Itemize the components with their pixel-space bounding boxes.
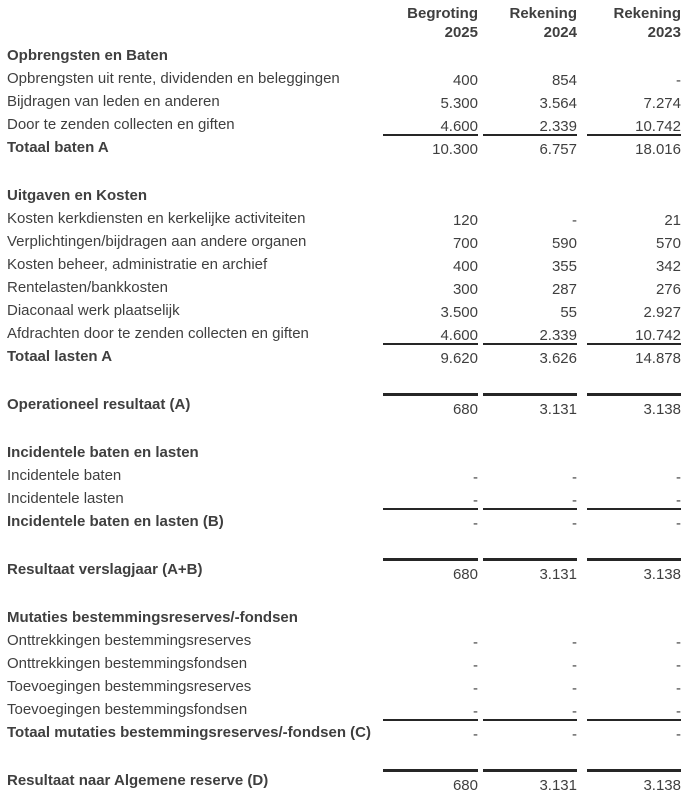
value-begroting-2025: 4.600 bbox=[383, 113, 478, 136]
column-header-begroting: Begroting bbox=[407, 5, 478, 22]
row-toevoegingen-bestemmingsfondsen bbox=[0, 698, 681, 721]
value-rekening-2024: 3.131 bbox=[483, 769, 577, 792]
row-kosten-kerkdiensten bbox=[0, 207, 681, 230]
column-header-titles bbox=[0, 2, 681, 21]
row-label: Diaconaal werk plaatselijk bbox=[7, 302, 180, 319]
section-title: Incidentele baten en lasten bbox=[7, 444, 199, 461]
section-title: Mutaties bestemmingsreserves/-fondsen bbox=[7, 609, 298, 626]
value-rekening-2023: 3.138 bbox=[587, 393, 681, 416]
value-begroting-2025: - bbox=[473, 726, 478, 743]
column-year-2025: 2025 bbox=[444, 24, 478, 41]
row-door-te-zenden-collecten bbox=[0, 113, 681, 136]
header-spacer bbox=[0, 21, 383, 40]
row-toevoegingen-bestemmingsreserves bbox=[0, 675, 681, 698]
value-begroting-2025: - bbox=[473, 680, 478, 697]
value-rekening-2023: - bbox=[676, 634, 681, 651]
value-rekening-2024: 3.131 bbox=[483, 393, 577, 416]
value-rekening-2024: - bbox=[572, 726, 577, 743]
row-totaal-lasten-a bbox=[0, 345, 681, 368]
value-rekening-2023: 10.742 bbox=[587, 322, 681, 345]
row-label: Totaal mutaties bestemmingsreserves/-fondsen (C) bbox=[7, 724, 371, 741]
row-diaconaal-werk-plaatselijk bbox=[0, 299, 681, 322]
row-label: Resultaat naar Algemene reserve (D) bbox=[7, 772, 269, 789]
value-rekening-2024: 3.564 bbox=[539, 95, 577, 112]
column-header-rekening-2023: Rekening bbox=[613, 5, 681, 22]
value-rekening-2023: - bbox=[676, 726, 681, 743]
row-label: Incidentele lasten bbox=[7, 490, 124, 507]
row-label: Onttrekkingen bestemmingsreserves bbox=[7, 632, 252, 649]
value-rekening-2024: 3.131 bbox=[483, 558, 577, 581]
value-rekening-2023: - bbox=[676, 657, 681, 674]
value-rekening-2024: - bbox=[572, 515, 577, 532]
value-begroting-2025: - bbox=[473, 634, 478, 651]
value-rekening-2024: - bbox=[483, 487, 577, 510]
value-rekening-2023: 14.878 bbox=[635, 350, 681, 367]
spacer bbox=[0, 533, 681, 558]
value-rekening-2024: - bbox=[572, 680, 577, 697]
value-begroting-2025: 120 bbox=[452, 212, 478, 229]
value-rekening-2024: - bbox=[483, 698, 577, 721]
value-rekening-2023: 18.016 bbox=[635, 141, 681, 158]
row-totaal-mutaties-c bbox=[0, 721, 681, 744]
section-header-uitgaven-en-kosten bbox=[0, 184, 681, 207]
value-rekening-2023: 3.138 bbox=[587, 769, 681, 792]
row-label: Toevoegingen bestemmingsreserves bbox=[7, 678, 252, 695]
value-begroting-2025: - bbox=[383, 487, 478, 510]
value-rekening-2023: - bbox=[587, 698, 681, 721]
row-verplichtingen-bijdragen bbox=[0, 230, 681, 253]
value-rekening-2023: 7.274 bbox=[643, 95, 681, 112]
column-year-2024: 2024 bbox=[543, 24, 577, 41]
column-year-2023: 2023 bbox=[647, 24, 681, 41]
section-header-mutaties-bestemmingsreserves bbox=[0, 606, 681, 629]
value-rekening-2023: - bbox=[676, 72, 681, 89]
row-label: Kosten beheer, administratie en archief bbox=[7, 256, 268, 273]
row-label: Onttrekkingen bestemmingsfondsen bbox=[7, 655, 248, 672]
section-header-opbrengsten-en-baten bbox=[0, 44, 681, 67]
value-rekening-2023: 570 bbox=[655, 235, 681, 252]
value-begroting-2025: - bbox=[473, 515, 478, 532]
value-begroting-2025: 680 bbox=[383, 393, 478, 416]
value-rekening-2023: - bbox=[676, 469, 681, 486]
row-operationeel-resultaat-a bbox=[0, 393, 681, 416]
value-begroting-2025: - bbox=[473, 657, 478, 674]
value-begroting-2025: 9.620 bbox=[440, 350, 478, 367]
value-rekening-2024: 287 bbox=[551, 281, 577, 298]
value-begroting-2025: - bbox=[383, 698, 478, 721]
row-incidentele-baten-en-lasten-b bbox=[0, 510, 681, 533]
row-label: Operationeel resultaat (A) bbox=[7, 396, 191, 413]
spacer bbox=[0, 744, 681, 769]
row-totaal-baten-a bbox=[0, 136, 681, 159]
row-kosten-beheer bbox=[0, 253, 681, 276]
value-rekening-2023: 10.742 bbox=[587, 113, 681, 136]
row-label: Totaal lasten A bbox=[7, 348, 113, 365]
value-rekening-2023: 342 bbox=[655, 258, 681, 275]
section-header-incidentele-baten-en-lasten bbox=[0, 441, 681, 464]
value-begroting-2025: 4.600 bbox=[383, 322, 478, 345]
row-label: Incidentele baten en lasten (B) bbox=[7, 513, 224, 530]
spacer bbox=[0, 159, 681, 184]
row-label: Verplichtingen/bijdragen aan andere organen bbox=[7, 233, 307, 250]
value-begroting-2025: 680 bbox=[383, 769, 478, 792]
value-rekening-2023: - bbox=[676, 515, 681, 532]
row-resultaat-naar-algemene-reserve-d bbox=[0, 769, 681, 792]
value-rekening-2023: - bbox=[587, 487, 681, 510]
value-rekening-2024: - bbox=[572, 212, 577, 229]
value-begroting-2025: 400 bbox=[452, 258, 478, 275]
spacer bbox=[0, 416, 681, 441]
row-label: Resultaat verslagjaar (A+B) bbox=[7, 561, 203, 578]
value-begroting-2025: 680 bbox=[383, 558, 478, 581]
value-begroting-2025: 3.500 bbox=[440, 304, 478, 321]
row-label: Incidentele baten bbox=[7, 467, 122, 484]
value-rekening-2023: - bbox=[676, 680, 681, 697]
row-incidentele-lasten bbox=[0, 487, 681, 510]
row-label: Afdrachten door te zenden collecten en giften bbox=[7, 325, 309, 342]
value-rekening-2023: 21 bbox=[664, 212, 681, 229]
value-rekening-2023: 2.927 bbox=[643, 304, 681, 321]
spacer bbox=[0, 581, 681, 606]
row-label: Totaal baten A bbox=[7, 139, 109, 156]
value-rekening-2024: - bbox=[572, 657, 577, 674]
value-begroting-2025: 10.300 bbox=[432, 141, 478, 158]
header-spacer bbox=[0, 2, 383, 21]
column-header-rekening-2024: Rekening bbox=[509, 5, 577, 22]
value-begroting-2025: 700 bbox=[452, 235, 478, 252]
value-rekening-2024: 854 bbox=[551, 72, 577, 89]
value-rekening-2024: 355 bbox=[551, 258, 577, 275]
row-opbrengsten-uit-rente bbox=[0, 67, 681, 90]
value-rekening-2023: 3.138 bbox=[587, 558, 681, 581]
value-rekening-2023: 276 bbox=[655, 281, 681, 298]
row-label: Door te zenden collecten en giften bbox=[7, 116, 235, 133]
value-begroting-2025: - bbox=[473, 469, 478, 486]
row-onttrekkingen-bestemmingsreserves bbox=[0, 629, 681, 652]
row-incidentele-baten bbox=[0, 464, 681, 487]
value-rekening-2024: 3.626 bbox=[539, 350, 577, 367]
row-label: Bijdragen van leden en anderen bbox=[7, 93, 220, 110]
value-rekening-2024: 2.339 bbox=[483, 113, 577, 136]
value-rekening-2024: - bbox=[572, 634, 577, 651]
section-title: Opbrengsten en Baten bbox=[7, 47, 168, 64]
row-onttrekkingen-bestemmingsfondsen bbox=[0, 652, 681, 675]
row-bijdragen-van-leden bbox=[0, 90, 681, 113]
value-begroting-2025: 5.300 bbox=[440, 95, 478, 112]
value-begroting-2025: 400 bbox=[452, 72, 478, 89]
row-label: Kosten kerkdiensten en kerkelijke activiteiten bbox=[7, 210, 306, 227]
section-title: Uitgaven en Kosten bbox=[7, 187, 148, 204]
value-rekening-2024: 2.339 bbox=[483, 322, 577, 345]
value-rekening-2024: 590 bbox=[551, 235, 577, 252]
spacer bbox=[0, 368, 681, 393]
row-afdrachten-door-te-zenden bbox=[0, 322, 681, 345]
value-begroting-2025: 300 bbox=[452, 281, 478, 298]
column-header-years bbox=[0, 21, 681, 40]
value-rekening-2024: 55 bbox=[560, 304, 577, 321]
value-rekening-2024: 6.757 bbox=[539, 141, 577, 158]
row-label: Opbrengsten uit rente, dividenden en beleggingen bbox=[7, 70, 340, 87]
value-rekening-2024: - bbox=[572, 469, 577, 486]
row-label: Rentelasten/bankkosten bbox=[7, 279, 168, 296]
row-rentelasten-bankkosten bbox=[0, 276, 681, 299]
row-resultaat-verslagjaar-ab bbox=[0, 558, 681, 581]
row-label: Toevoegingen bestemmingsfondsen bbox=[7, 701, 248, 718]
